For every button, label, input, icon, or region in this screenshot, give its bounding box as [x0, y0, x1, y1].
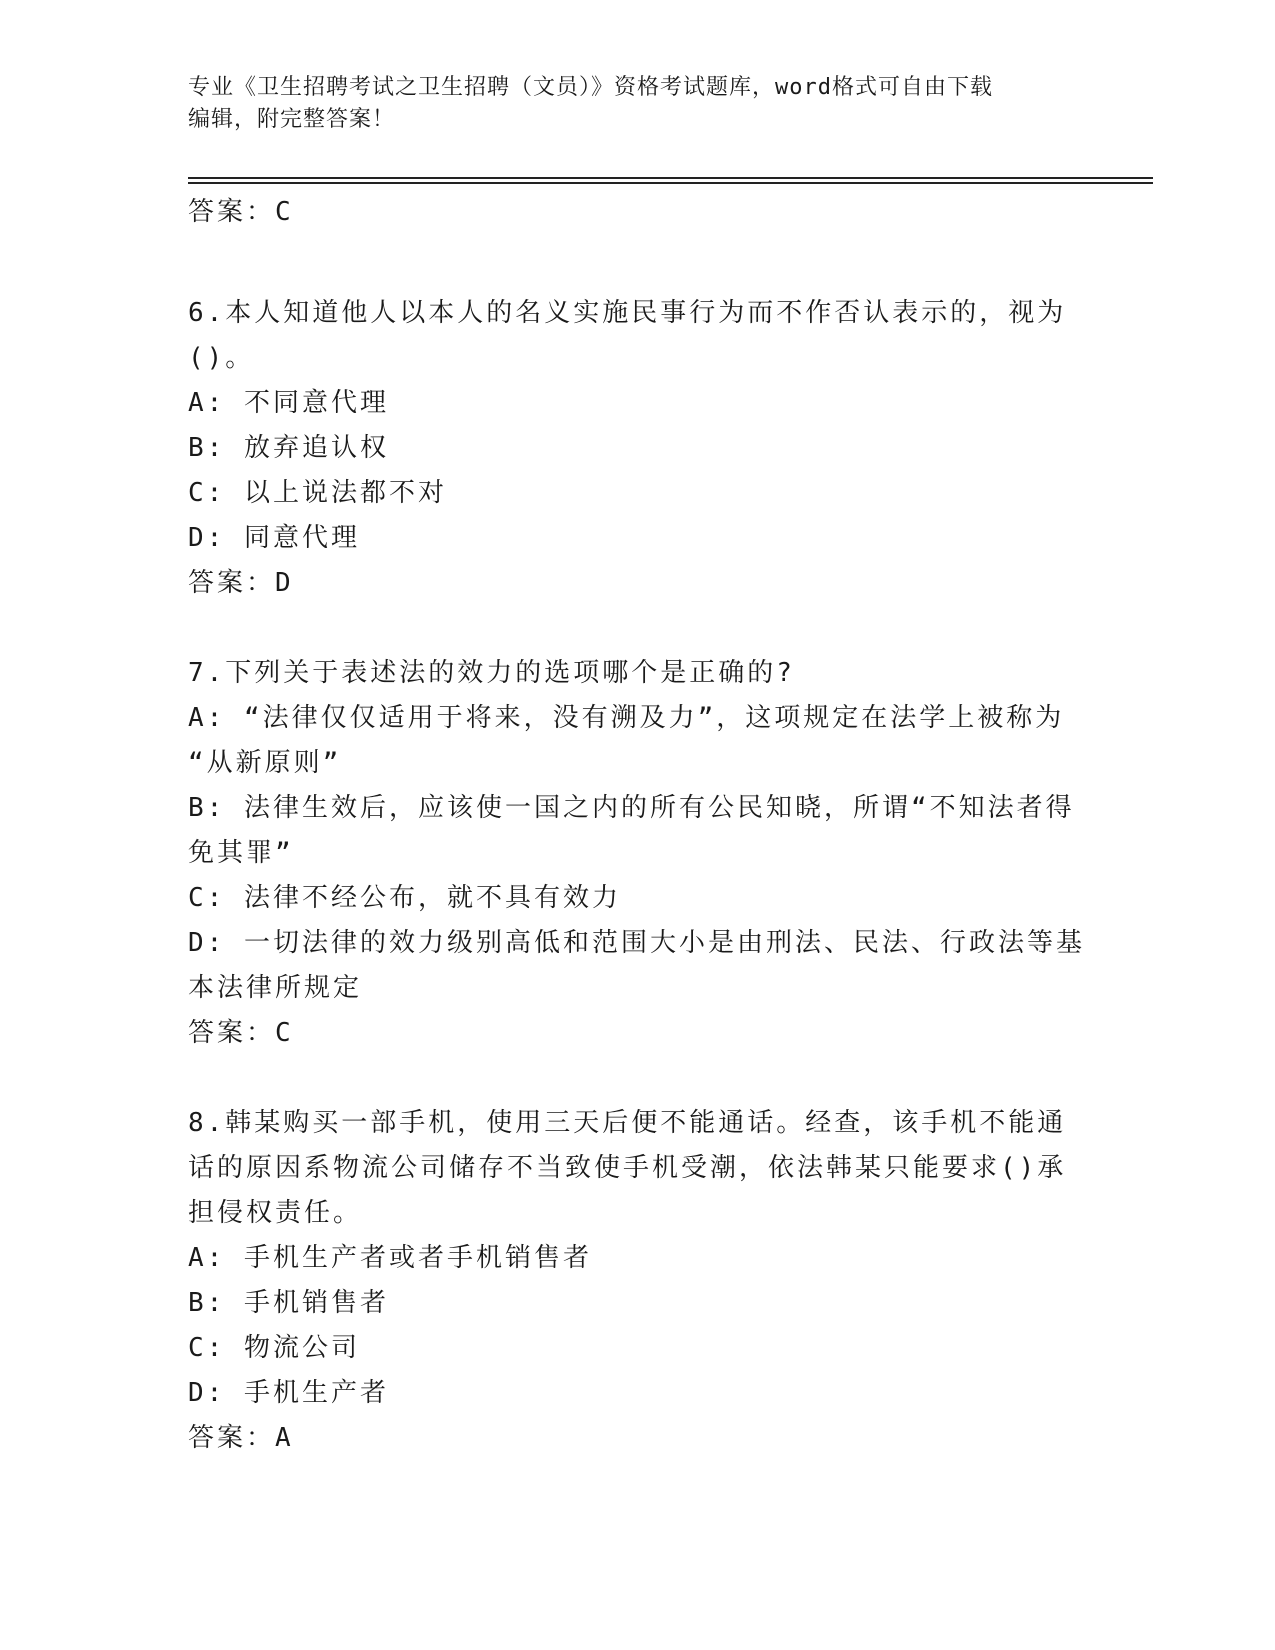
option-c: C: 法律不经公布，就不具有效力 — [188, 883, 621, 913]
answer-line — [188, 190, 1088, 235]
option-a: A: “法律仅仅适用于将来，没有溯及力”，这项规定在法学上被称为 — [188, 703, 1065, 733]
option-d: D: 同意代理 — [188, 523, 360, 553]
document-header — [188, 72, 1068, 136]
option-c: C: 以上说法都不对 — [188, 478, 447, 508]
answer-line — [188, 1011, 1088, 1056]
answer-line — [188, 561, 1088, 606]
question-block — [188, 651, 1088, 1056]
option-a: A: 手机生产者或者手机销售者 — [188, 1243, 592, 1273]
answer-label: 答案： — [188, 1423, 276, 1453]
answer-value: C — [275, 1018, 291, 1048]
question-text-line: 8.韩某购买一部手机，使用三天后便不能通话。经查，该手机不能通 — [188, 1108, 1067, 1138]
question-text-line: ()。 — [188, 343, 255, 373]
answer-label: 答案： — [188, 1018, 276, 1048]
answer-line — [188, 1416, 1088, 1461]
header-line-2: 编辑，附完整答案！ — [188, 107, 396, 132]
option-b: B: 法律生效后，应该使一国之内的所有公民知晓，所谓“不知法者得 — [188, 793, 1075, 823]
question-block — [188, 1101, 1088, 1461]
header-divider-bottom — [188, 182, 1153, 184]
option-b-continued: 免其罪” — [188, 838, 294, 868]
header-line-1: 专业《卫生招聘考试之卫生招聘（文员）》资格考试题库，word格式可自由下载 — [188, 75, 993, 100]
option-b: B: 手机销售者 — [188, 1288, 389, 1318]
option-c: C: 物流公司 — [188, 1333, 360, 1363]
option-b: B: 放弃追认权 — [188, 433, 389, 463]
question-text-line: 担侵权责任。 — [188, 1198, 363, 1228]
answer-value: C — [275, 197, 291, 227]
answer-value: D — [275, 568, 291, 598]
option-a: A: 不同意代理 — [188, 388, 389, 418]
option-a-continued: “从新原则” — [188, 748, 342, 778]
question-list — [188, 190, 1088, 1461]
question-text-line: 7.下列关于表述法的效力的选项哪个是正确的? — [188, 658, 795, 688]
question-block — [188, 291, 1088, 606]
option-d: D: 一切法律的效力级别高低和范围大小是由刑法、民法、行政法等基 — [188, 928, 1085, 958]
option-d-continued: 本法律所规定 — [188, 973, 363, 1003]
option-d: D: 手机生产者 — [188, 1378, 389, 1408]
answer-label: 答案： — [188, 197, 276, 227]
answer-label: 答案： — [188, 568, 276, 598]
answer-value: A — [275, 1423, 291, 1453]
question-text-line: 话的原因系物流公司储存不当致使手机受潮，依法韩某只能要求()承 — [188, 1153, 1067, 1183]
header-divider-top — [188, 177, 1153, 179]
question-text-line: 6.本人知道他人以本人的名义实施民事行为而不作否认表示的，视为 — [188, 298, 1067, 328]
